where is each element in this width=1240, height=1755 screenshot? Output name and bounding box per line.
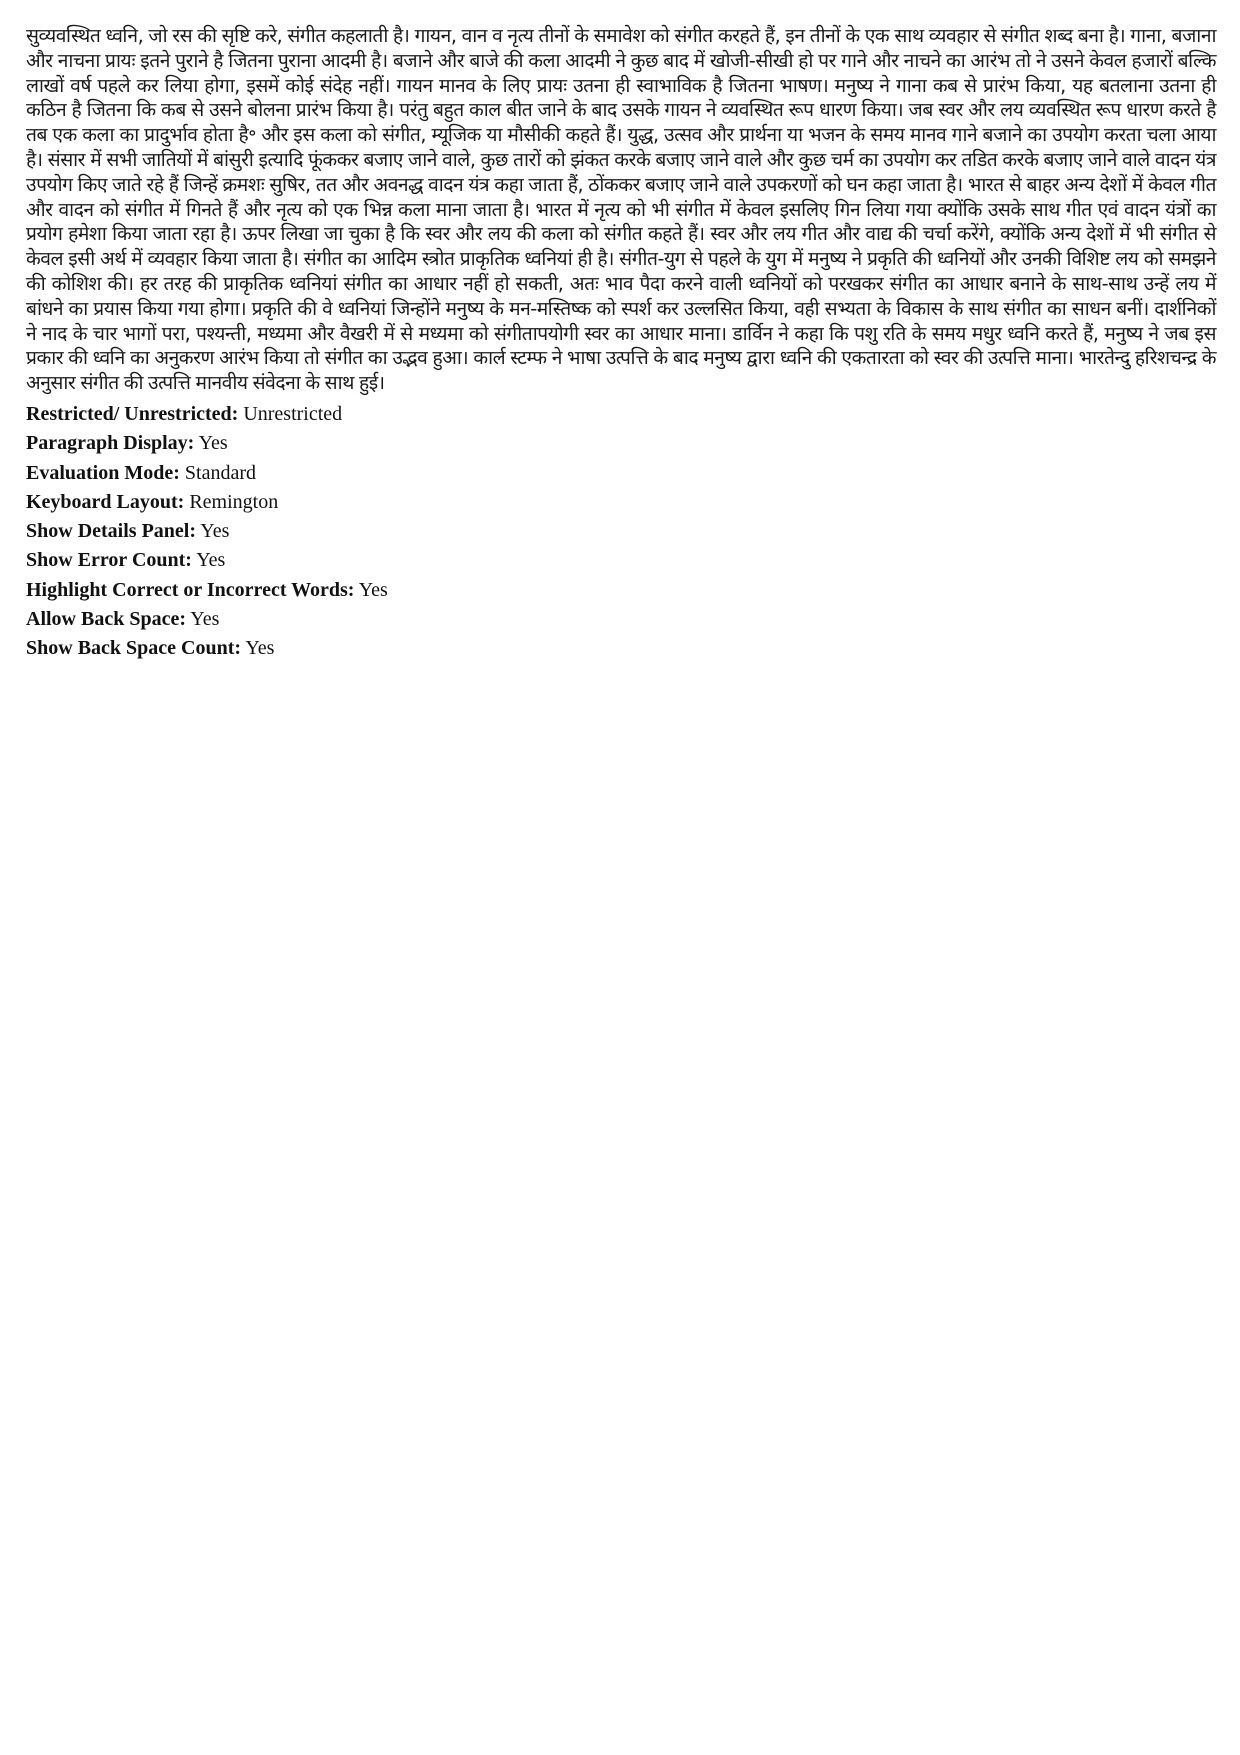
setting-show-error-count [26, 546, 1216, 575]
setting-value: Unrestricted [243, 402, 343, 425]
setting-label: Show Back Space Count: [26, 637, 242, 660]
test-settings-list [26, 400, 1216, 664]
setting-value: Standard [184, 461, 256, 484]
setting-label: Show Error Count: [26, 549, 192, 572]
setting-value: Yes [245, 637, 275, 660]
setting-show-back-space-count [26, 634, 1216, 663]
setting-label: Show Details Panel: [26, 520, 196, 543]
hindi-passage: सुव्यवस्थित ध्वनि, जो रस की सृष्टि करे, संगीत कहलाती है। गायन, वान व नृत्य तीनों के समावेश को संगीत करहते हैं, इन तीनों के एक साथ व्यवहार से संगीत शब्द बना है। गाना, बजाना और नाचना प्रायः इतने पुराने है जितना पुराना आदमी है। बजाने और बाजे की कला आदमी ने कुछ बाद में खोजी-सीखी हो पर गाने और नाचने का आरंभ तो ने उसने केवल हजारों बल्कि लाखों वर्ष पहले कर लिया होगा, इसमें कोई संदेह नहीं। गायन मानव के लिए प्रायः उतना ही स्वाभाविक है जितना भाषण। मनुष्य ने गाना कब से प्रारंभ किया, यह बतलाना उतना ही कठिन है जितना कि कब से उसने बोलना प्रारंभ किया है। परंतु बहुत काल बीत जाने के बाद उसके गायन ने व्यवस्थित रूप धारण किया। जब स्वर और लय व्यवस्थित रूप धारण करते है तब एक कला का प्रादुर्भाव होता है॰ और इस कला को संगीत, म्यूजिक या मौसीकी कहते हैं। युद्ध, उत्सव और प्रार्थना या भजन के समय मानव गाने बजाने का उपयोग करता चला आया है। संसार में सभी जातियों में बांसुरी इत्यादि फूंककर बजाए जाने वाले, कुछ तारों को झंकत करके बजाए जाने वाले और कुछ चर्म का उपयोग कर तडित करके बजाए जाने वाले वादन यंत्र उपयोग किए जाते रहे हैं जिन्हें क्रमशः सुषिर, तत और अवनद्ध वादन यंत्र कहा जाता हैं, ठोंककर बजाए जाने वाले उपकरणों को घन कहा जाता है। भारत से बाहर अन्य देशों में केवल गीत और वादन को संगीत में गिनते हैं और नृत्य को एक भिन्न कला माना जाता है। भारत में नृत्य को भी संगीत में केवल इसलिए गिन लिया गया क्योंकि उसके साथ गीत एवं वादन यंत्रों का प्रयोग हमेशा किया जाता रहा है। ऊपर लिखा जा चुका है कि स्वर और लय की कला को संगीत कहते हैं। स्वर और लय गीत और वाद्य की चर्चा करेंगे, क्योंकि अन्य देशों में भी संगीत से केवल इसी अर्थ में व्यवहार किया जाता है। संगीत का आदिम स्त्रोत प्राकृतिक ध्वनियां ही है। संगीत-युग से पहले के युग में मनुष्य ने प्रकृति की ध्वनियों और उनकी विशिष्ट लय को समझने की कोशिश की। हर तरह की प्राकृतिक ध्वनियां संगीत का आधार नहीं हो सकती, अतः भाव पैदा करने वाली ध्वनियों को परखकर संगीत का आधार बनाने के साथ-साथ उन्हें लय में बांधने का प्रयास किया गया होगा। प्रकृति की वे ध्वनियां जिन्होंने मनुष्य के मन-मस्तिष्क को स्पर्श कर उल्लसित किया, वही सभ्यता के विकास के साथ संगीत का साधन बनीं। दार्शनिकों ने नाद के चार भागों परा, पश्यन्ती, मध्यमा और वैखरी में से मध्यमा को संगीतापयोगी स्वर का आधार माना। डार्विन ने कहा कि पशु रति के समय मधुर ध्वनि करते हैं, मनुष्य ने जब इस प्रकार की ध्वनि का अनुकरण आरंभ किया तो संगीत का उद्भव हुआ। कार्ल स्टम्फ ने भाषा उत्पत्ति के बाद मनुष्य द्वारा ध्वनि की एकतारता को स्वर की उत्पत्ति माना। भारतेन्दु हरिशचन्द्र के अनुसार संगीत की उत्पत्ति मानवीय संवेदना के साथ हुई। [26, 24, 1216, 395]
setting-paragraph-display [26, 429, 1216, 458]
document-page [26, 24, 1216, 664]
setting-value: Yes [198, 432, 228, 455]
setting-label: Restricted/ Unrestricted: [26, 402, 239, 425]
setting-value: Yes [358, 578, 388, 601]
setting-restricted [26, 400, 1216, 429]
setting-label: Paragraph Display: [26, 432, 195, 455]
setting-label: Allow Back Space: [26, 608, 186, 631]
setting-highlight-words [26, 576, 1216, 605]
setting-label: Keyboard Layout: [26, 490, 185, 513]
setting-allow-back-space [26, 605, 1216, 634]
setting-value: Yes [196, 549, 226, 572]
setting-value: Yes [190, 608, 220, 631]
setting-value: Yes [200, 520, 230, 543]
setting-keyboard-layout [26, 488, 1216, 517]
setting-value: Remington [189, 490, 279, 513]
setting-show-details-panel [26, 517, 1216, 546]
setting-label: Evaluation Mode: [26, 461, 180, 484]
setting-evaluation-mode [26, 459, 1216, 488]
setting-label: Highlight Correct or Incorrect Words: [26, 578, 355, 601]
